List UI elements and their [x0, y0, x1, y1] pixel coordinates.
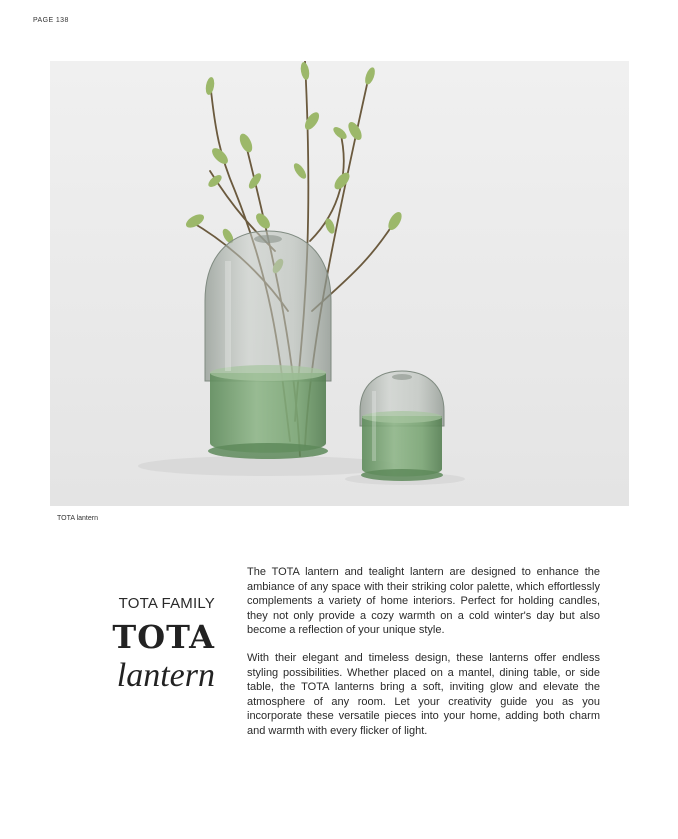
body-text	[247, 565, 600, 752]
body-paragraph: With their elegant and timeless design, these lanterns offer endless styling possibilities. Whether placed on a mantel, dining table, or side table, the TOTA lanterns bring a soft, inviting glow and elevate the atmosphere of any room. Let your creativity guide you as you incorporate these versatile pieces into your home, adding both charm and warmth with every flicker of light.	[247, 651, 600, 737]
product-subtitle: lantern	[116, 657, 215, 694]
small-tealight-lantern	[360, 371, 444, 481]
lantern-illustration	[50, 61, 629, 506]
page-number: PAGE 138	[33, 17, 69, 24]
large-lantern	[205, 231, 331, 459]
product-photo	[50, 61, 629, 506]
photo-caption: TOTA lantern	[57, 515, 98, 522]
product-family-label: TOTA FAMILY	[118, 595, 215, 612]
product-name: TOTA	[112, 618, 215, 656]
body-paragraph: The TOTA lantern and tealight lantern are designed to enhance the ambiance of any space with their striking color palette, which effortlessly complements a variety of home interiors. Perfect for holding candles, they not only provide a cozy warmth on a cold winter's day but also become a reflection of your unique style.	[247, 566, 600, 637]
title-block	[60, 595, 215, 694]
